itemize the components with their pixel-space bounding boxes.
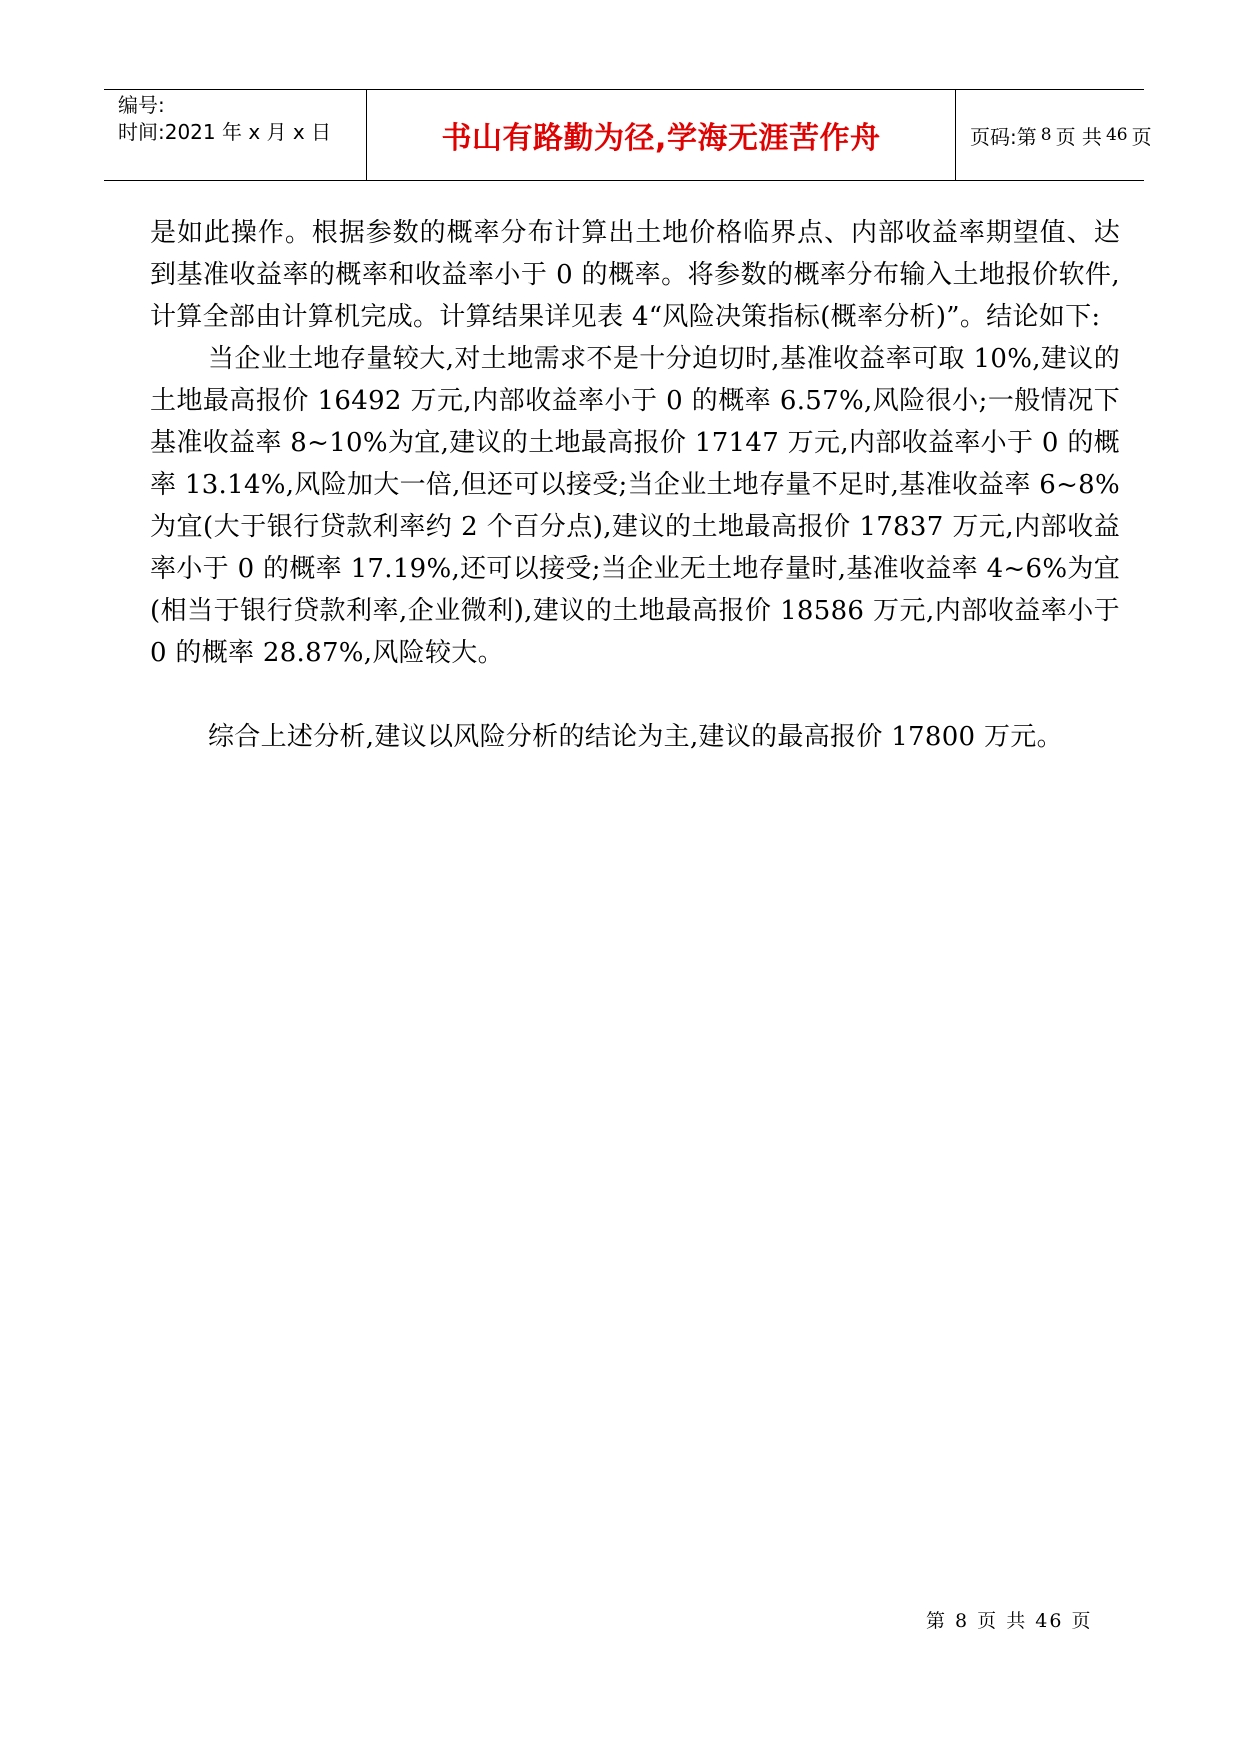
page-middle: 页 共 — [1055, 124, 1102, 149]
header-motto: 书山有路勤为径,学海无涯苦作舟 — [441, 121, 881, 156]
page-footer: 第 8 页 共 46 页 — [926, 1610, 1093, 1632]
page-current-number: 8 — [1040, 125, 1052, 145]
header-info-cell — [104, 90, 367, 180]
page-prefix: 页码:第 — [970, 124, 1037, 149]
document-number-label: 编号: — [118, 93, 165, 117]
body-paragraph-1: 是如此操作。根据参数的概率分布计算出土地价格临界点、内部收益率期望值、达到基准收益率的概率和收益率小于 0 的概率。将参数的概率分布输入土地报价软件,计算全部由计算机完成。计算结果详见表 4“风险决策指标(概率分析)”。结论如下: — [150, 218, 1120, 332]
body-paragraph-3: 综合上述分析,建议以风险分析的结论为主,建议的最高报价 17800 万元。 — [208, 722, 1063, 752]
header-page-cell — [956, 90, 1152, 180]
body-paragraph-2: 当企业土地存量较大,对土地需求不是十分迫切时,基准收益率可取 10%,建议的土地最高报价 16492 万元,内部收益率小于 0 的概率 6.57%,风险很小;一般情况下基准收益率 8~10%为宜,建议的土地最高报价 17147 万元,内部收益率小于 0 的概率 13.14%,风险加大一倍,但还可以接受;当企业土地存量不足时,基准收益率 6~8%为宜(大于银行贷款利率约 2 个百分点),建议的土地最高报价 17837 万元,内部收益率小于 0 的概率 17.19%,还可以接受;当企业无土地存量时,基准收益率 4~6%为宜(相当于银行贷款利率,企业微利),建议的土地最高报价 18586 万元,内部收益率小于 0 的概率 28.87%,风险较大。 — [150, 344, 1120, 668]
page-suffix: 页 — [1131, 124, 1152, 149]
document-body — [150, 212, 1120, 758]
header-motto-cell — [367, 90, 956, 180]
document-date-label: 时间:2021 年 x 月 x 日 — [118, 120, 332, 144]
page-header — [104, 89, 1152, 181]
page-total-number: 46 — [1105, 125, 1128, 145]
